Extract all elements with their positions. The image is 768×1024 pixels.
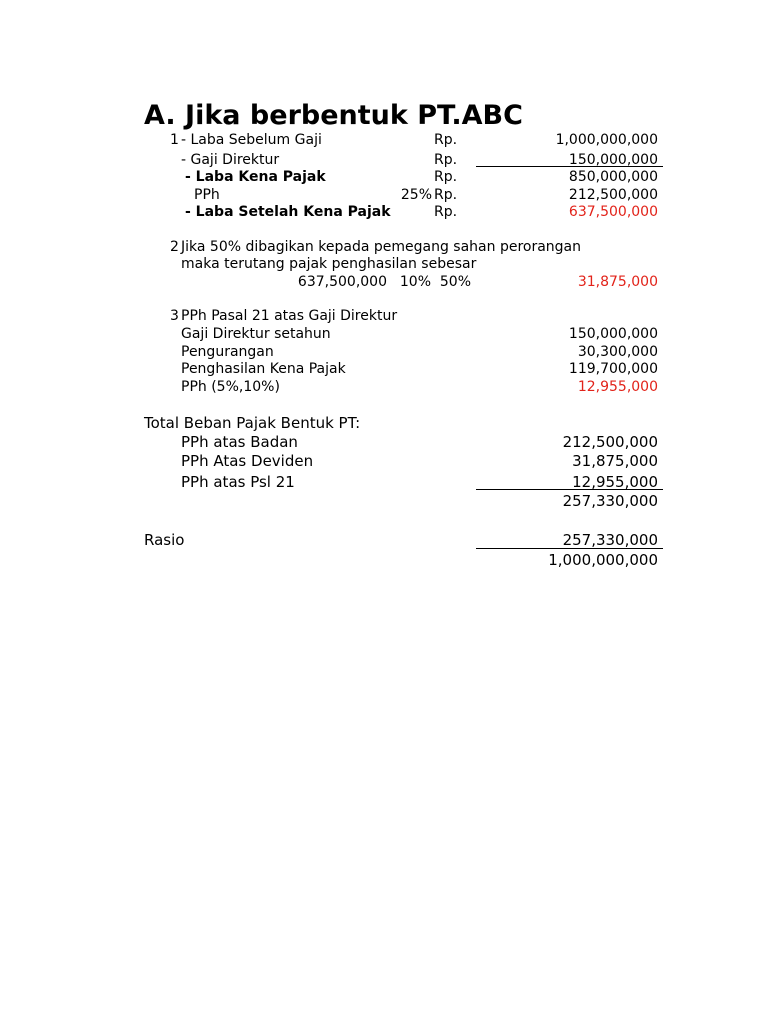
ratio-denominator: 1,000,000,000 [548, 551, 658, 569]
laba-setelah-pajak-label: - Laba Setelah Kena Pajak [185, 204, 391, 220]
pph-psl21-label: PPh atas Psl 21 [181, 473, 295, 491]
section2-number: 2 [170, 239, 179, 255]
gaji-direktur-label: - Gaji Direktur [181, 152, 280, 168]
currency-label: Rp. [434, 169, 458, 185]
ratio-label: Rasio [144, 531, 185, 549]
laba-setelah-pajak-value: 637,500,000 [568, 204, 658, 220]
pph-badan-label: PPh atas Badan [181, 433, 298, 451]
currency-label: Rp. [434, 187, 458, 203]
pph21-value: 12,955,000 [577, 379, 658, 395]
ratio-numerator: 257,330,000 [562, 531, 658, 549]
pkp-value: 119,700,000 [568, 361, 658, 377]
currency-label: Rp. [434, 152, 458, 168]
section2-value: 31,875,000 [577, 274, 658, 290]
gaji-direktur-value: 150,000,000 [568, 152, 658, 168]
total-sum: 257,330,000 [562, 492, 658, 510]
pengurangan-value: 30,300,000 [577, 344, 658, 360]
pph21-label: PPh (5%,10%) [181, 379, 280, 395]
currency-label: Rp. [434, 204, 458, 220]
section2-rate2: 50% [439, 274, 471, 290]
subtotal-underline [476, 166, 663, 167]
section3-number: 3 [170, 308, 179, 324]
section2-line1: Jika 50% dibagikan kepada pemegang sahan perorangan [181, 239, 581, 255]
pph-label: PPh [194, 187, 220, 203]
section3-heading: PPh Pasal 21 atas Gaji Direktur [181, 308, 398, 324]
pph-badan-value: 212,500,000 [562, 433, 658, 451]
gaji-setahun-label: Gaji Direktur setahun [181, 326, 331, 342]
total-heading: Total Beban Pajak Bentuk PT: [144, 414, 361, 432]
pengurangan-label: Pengurangan [181, 344, 274, 360]
ratio-fraction-line [476, 548, 663, 549]
laba-kena-pajak-value: 850,000,000 [568, 169, 658, 185]
section2-rate1: 10% [399, 274, 431, 290]
pph-rate: 25% [400, 187, 432, 203]
laba-kena-pajak-label: - Laba Kena Pajak [185, 169, 326, 185]
currency-label: Rp. [434, 132, 458, 148]
pph-psl21-value: 12,955,000 [572, 473, 658, 491]
gaji-setahun-value: 150,000,000 [568, 326, 658, 342]
total-underline [476, 489, 663, 490]
pkp-label: Penghasilan Kena Pajak [181, 361, 346, 377]
section1-number: 1 [170, 132, 179, 148]
section2-line2: maka terutang pajak penghasilan sebesar [181, 256, 477, 272]
page-title: A. Jika berbentuk PT.ABC [144, 100, 523, 131]
laba-sebelum-gaji-label: - Laba Sebelum Gaji [181, 132, 322, 148]
pph-deviden-label: PPh Atas Deviden [181, 452, 314, 470]
pph-deviden-value: 31,875,000 [572, 452, 658, 470]
section2-base: 637,500,000 [297, 274, 387, 290]
laba-sebelum-gaji-value: 1,000,000,000 [555, 132, 658, 148]
pph-value: 212,500,000 [568, 187, 658, 203]
